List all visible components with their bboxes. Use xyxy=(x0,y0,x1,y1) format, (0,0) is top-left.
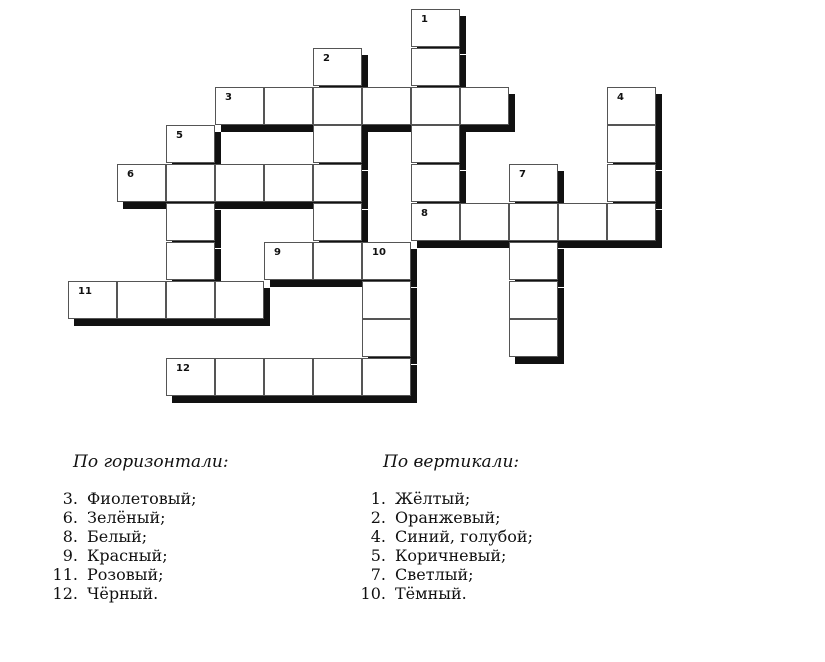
crossword-cell[interactable] xyxy=(558,203,607,241)
across-clue: 12. Чёрный. xyxy=(52,584,159,603)
crossword-cell[interactable] xyxy=(313,125,362,163)
crossword-cell[interactable] xyxy=(362,319,411,357)
crossword-cell[interactable] xyxy=(362,358,411,396)
crossword-cell[interactable] xyxy=(166,281,215,319)
crossword-cell[interactable] xyxy=(68,281,117,319)
crossword-cell[interactable] xyxy=(166,164,215,202)
crossword-cell[interactable] xyxy=(313,48,362,86)
crossword-cell[interactable] xyxy=(313,358,362,396)
down-clue: 4. Синий, голубой; xyxy=(370,527,533,546)
crossword-cell[interactable] xyxy=(362,242,411,280)
down-heading: По вертикали: xyxy=(383,452,520,472)
crossword-cell[interactable] xyxy=(509,281,558,319)
clue-number: 8 xyxy=(421,208,428,219)
crossword-cell[interactable] xyxy=(460,87,509,125)
crossword-cell[interactable] xyxy=(264,164,313,202)
clue-number: 12 xyxy=(176,363,190,375)
crossword-cell[interactable] xyxy=(607,164,656,202)
crossword-cell[interactable] xyxy=(411,203,460,241)
clue-number: 6 xyxy=(127,169,134,181)
down-clue: 2. Оранжевый; xyxy=(370,508,501,527)
clue-number: 11 xyxy=(78,285,92,297)
crossword-cell[interactable] xyxy=(313,87,362,125)
crossword-cell[interactable] xyxy=(166,125,215,163)
crossword-cell[interactable] xyxy=(215,281,264,319)
crossword-cell[interactable] xyxy=(117,164,166,202)
crossword-cell[interactable] xyxy=(215,358,264,396)
crossword-cell[interactable] xyxy=(215,87,264,125)
clue-number: 5 xyxy=(176,130,183,142)
clue-number: 1 xyxy=(421,14,428,25)
crossword-cell[interactable] xyxy=(264,358,313,396)
clue-number: 10 xyxy=(372,246,386,258)
crossword-cell[interactable] xyxy=(215,164,264,202)
crossword-cell[interactable] xyxy=(460,203,509,241)
crossword-cell[interactable] xyxy=(362,87,411,125)
crossword-cell[interactable] xyxy=(607,87,656,125)
crossword-cell[interactable] xyxy=(509,242,558,280)
down-clue: 7. Светлый; xyxy=(370,565,474,584)
across-clue: 8. Белый; xyxy=(62,527,148,546)
crossword-cell[interactable] xyxy=(264,87,313,125)
across-clue: 11. Розовый; xyxy=(52,565,164,584)
crossword-cell[interactable] xyxy=(313,203,362,241)
across-clue: 9. Красный; xyxy=(62,546,168,565)
crossword-cell[interactable] xyxy=(362,281,411,319)
crossword-cell[interactable] xyxy=(509,203,558,241)
crossword-cell[interactable] xyxy=(166,203,215,241)
crossword-cell[interactable] xyxy=(411,48,460,86)
across-clue: 3. Фиолетовый; xyxy=(62,489,197,508)
clue-number: 3 xyxy=(225,91,232,103)
across-clue: 6. Зелёный; xyxy=(62,508,166,527)
across-heading: По горизонтали: xyxy=(73,452,229,472)
down-clue: 1. Жёлтый; xyxy=(370,489,471,508)
crossword-cell[interactable] xyxy=(411,164,460,202)
crossword-cell[interactable] xyxy=(313,242,362,280)
crossword-cell[interactable] xyxy=(313,164,362,202)
crossword-cell[interactable] xyxy=(411,9,460,47)
crossword-cell[interactable] xyxy=(411,87,460,125)
crossword-cell[interactable] xyxy=(509,319,558,357)
across-clue-list xyxy=(44,489,197,603)
down-clue: 10. Тёмный. xyxy=(360,584,467,603)
crossword-cell[interactable] xyxy=(607,125,656,163)
down-clue: 5. Коричневый; xyxy=(370,546,507,565)
clue-number: 7 xyxy=(519,169,526,181)
crossword-cell[interactable] xyxy=(166,358,215,396)
crossword-cell[interactable] xyxy=(607,203,656,241)
crossword-cell[interactable] xyxy=(411,125,460,163)
crossword-cell[interactable] xyxy=(509,164,558,202)
crossword-cell[interactable] xyxy=(264,242,313,280)
crossword-cell[interactable] xyxy=(166,242,215,280)
clue-number: 4 xyxy=(617,91,624,103)
down-clue-list xyxy=(352,489,533,603)
crossword-cell[interactable] xyxy=(117,281,166,319)
clue-number: 2 xyxy=(323,52,330,64)
clue-number: 9 xyxy=(274,246,281,258)
